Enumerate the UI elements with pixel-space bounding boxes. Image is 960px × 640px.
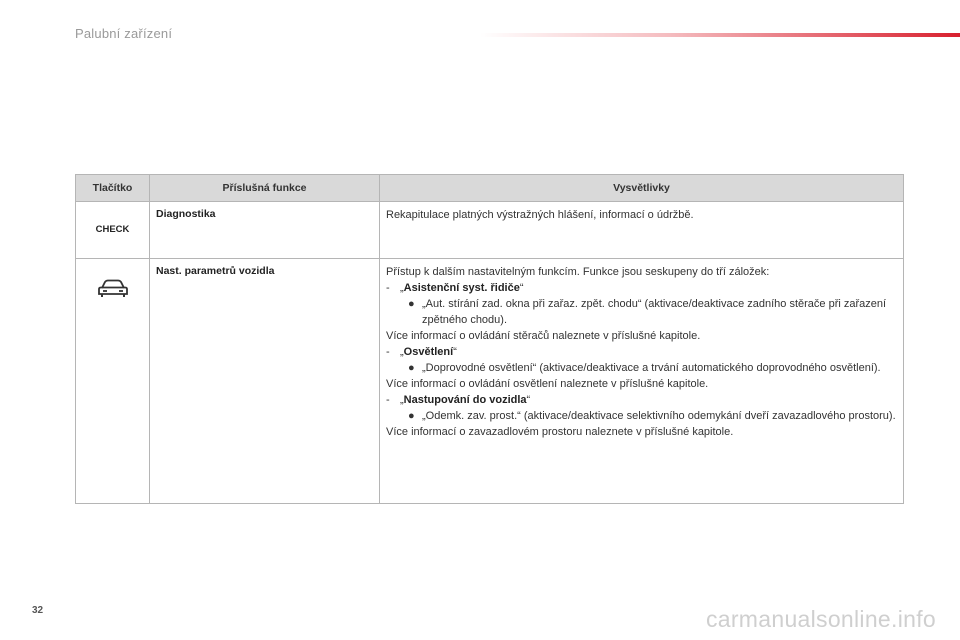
explanation-text: Rekapitulace platných výstražných hlášení, informací o údržbě. bbox=[386, 209, 694, 221]
section-heading: - „Asistenční syst. řidiče“ bbox=[386, 282, 524, 294]
column-header-explanation: Vysvětlivky bbox=[380, 175, 904, 202]
function-cell bbox=[150, 259, 380, 504]
section-note: Více informací o ovládání osvětlení naleznete v příslušné kapitole. bbox=[386, 378, 709, 390]
explanation-cell bbox=[380, 202, 904, 259]
button-cell bbox=[76, 202, 150, 259]
section-bullet: ● „Odemk. zav. prost.“ (aktivace/deaktivace selektivního odemykání dveří zavazadlového prostoru). bbox=[408, 410, 896, 422]
header-decorative-rule bbox=[480, 33, 960, 37]
column-header-button: Tlačítko bbox=[76, 175, 150, 202]
table-row bbox=[76, 202, 904, 259]
functions-table bbox=[75, 174, 904, 504]
function-name: Nast. parametrů vozidla bbox=[156, 265, 275, 277]
page-number: 32 bbox=[32, 605, 44, 616]
explanation-cell bbox=[380, 259, 904, 504]
section-bullet: ● „Doprovodné osvětlení“ (aktivace/deaktivace a trvání automatického doprovodného osvětlení). bbox=[408, 362, 881, 374]
section-heading: - „Nastupování do vozidla“ bbox=[386, 394, 531, 406]
section-note: Více informací o zavazadlovém prostoru naleznete v příslušné kapitole. bbox=[386, 426, 734, 438]
function-name: Diagnostika bbox=[156, 208, 216, 220]
section-heading: - „Osvětlení“ bbox=[386, 346, 457, 358]
watermark: carmanualsonline.info bbox=[705, 606, 936, 632]
table-row bbox=[76, 259, 904, 504]
table-header-row bbox=[76, 175, 904, 202]
function-cell bbox=[150, 202, 380, 259]
section-note: Více informací o ovládání stěračů naleznete v příslušné kapitole. bbox=[386, 330, 701, 342]
explanation-intro: Přístup k dalším nastavitelným funkcím. Funkce jsou seskupeny do tří záložek: bbox=[386, 266, 770, 278]
car-icon bbox=[96, 279, 130, 302]
column-header-function: Příslušná funkce bbox=[150, 175, 380, 202]
section-bullet: ● „Aut. stírání zad. okna při zařaz. zpět. chodu“ (aktivace/deaktivace zadního stěrače při zařazení zpětného chodu). bbox=[408, 298, 887, 326]
page-header-title: Palubní zařízení bbox=[75, 26, 173, 41]
check-button-label: CHECK bbox=[95, 224, 130, 235]
button-cell bbox=[76, 259, 150, 504]
